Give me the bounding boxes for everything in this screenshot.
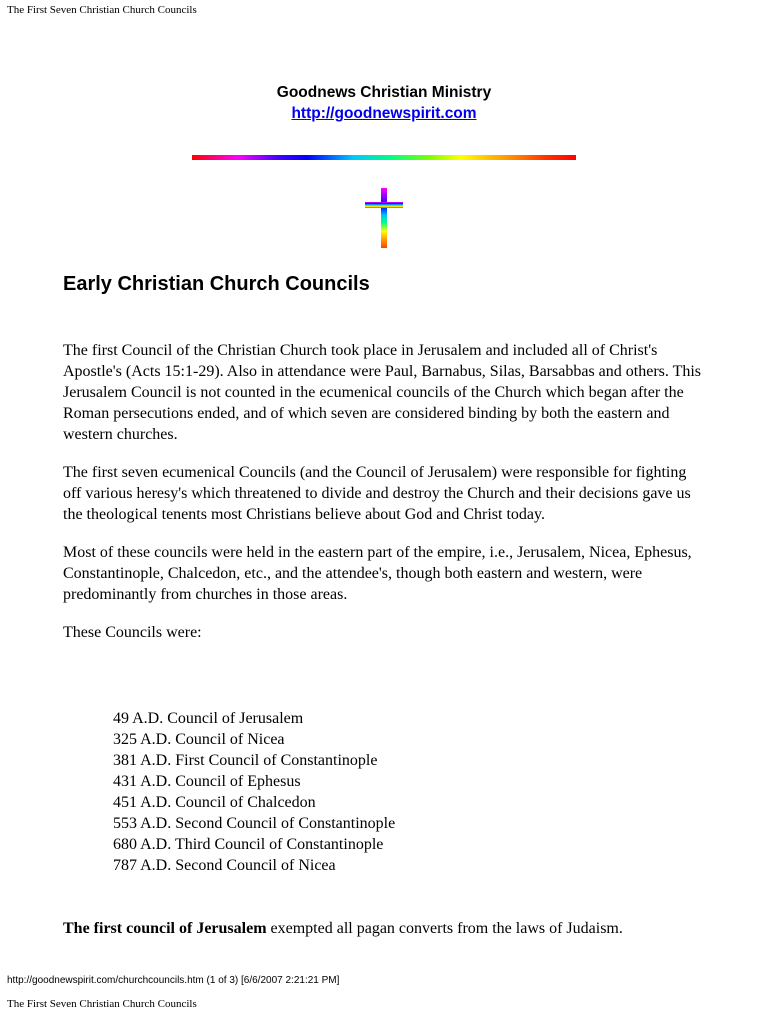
list-item: 451 A.D. Council of Chalcedon [113,794,316,811]
paragraph-ecumenical-councils: The first seven ecumenical Councils (and the Council of Jerusalem) were responsible for fighting off various heresy's which threatened to divide and destroy the Church and their decisions gave us the theological tenents most Christians believe about God and Christ today. [63,464,691,523]
councils-list [113,708,395,876]
page-title: Early Christian Church Councils [63,273,370,295]
ministry-header [0,82,768,124]
list-item: 381 A.D. First Council of Constantinople [113,752,378,769]
print-footer-title: The First Seven Christian Church Councils [7,998,197,1010]
paragraph-councils-intro: These Councils were: [63,624,202,641]
list-item: 553 A.D. Second Council of Constantinople [113,815,396,832]
list-item: 325 A.D. Council of Nicea [113,731,285,748]
closing-text: exempted all pagan converts from the laws of Judaism. [266,920,623,937]
list-item: 787 A.D. Second Council of Nicea [113,857,336,874]
ministry-website-link[interactable]: http://goodnewspirit.com [291,105,477,122]
ministry-name: Goodnews Christian Ministry [276,84,492,101]
paragraph-eastern-empire: Most of these councils were held in the eastern part of the empire, i.e., Jerusalem, Nicea, Ephesus, Constantinople, Chalcedon, etc., and the attendee's, though both eastern and western, were predominantly from churches in those areas. [63,544,692,603]
list-item: 431 A.D. Council of Ephesus [113,773,301,790]
print-header-title: The First Seven Christian Church Councils [7,4,197,16]
closing-bold-lead: The first council of Jerusalem [63,920,267,937]
list-item: 680 A.D. Third Council of Constantinople [113,836,384,853]
print-footer-url: http://goodnewspirit.com/churchcouncils.htm (1 of 3) [6/6/2007 2:21:21 PM] [7,975,340,986]
intro-content [63,340,703,660]
rainbow-divider-icon [192,155,576,160]
list-item: 49 A.D. Council of Jerusalem [113,710,304,727]
rainbow-cross-icon [365,188,403,248]
paragraph-jerusalem-council: The first Council of the Christian Church took place in Jerusalem and included all of Christ's Apostle's (Acts 15:1-29). Also in attendance were Paul, Barnabus, Silas, Barsabbas and others. This Jerusalem Council is not counted in the ecumenical councils of the Church which began after the Roman persecutions ended, and of which seven are considered binding by both the eastern and western churches. [63,342,702,443]
closing-paragraph [63,918,623,939]
